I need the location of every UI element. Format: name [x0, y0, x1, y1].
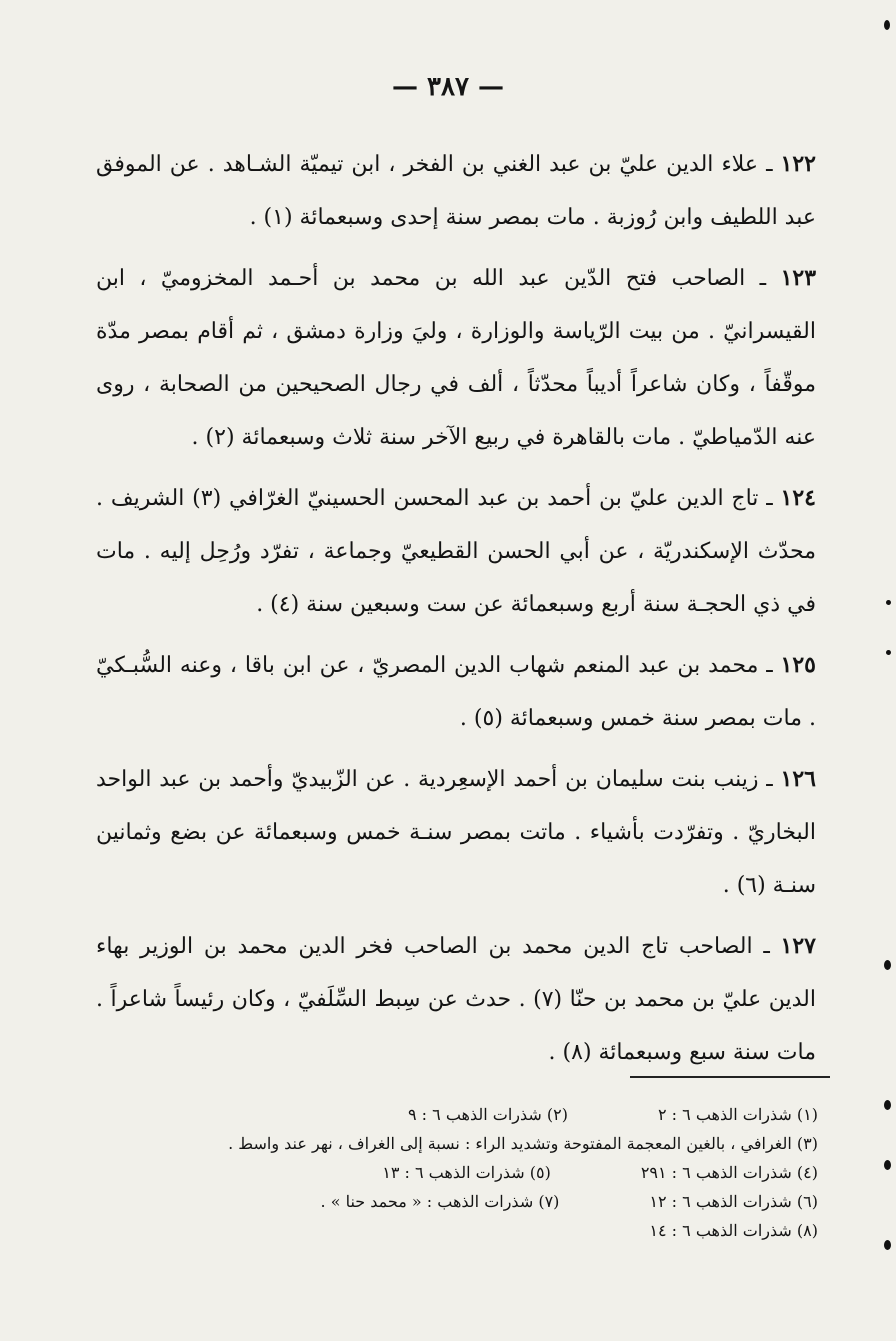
entry-number: ١٢٢ — [780, 151, 816, 177]
entry-text: ـ زينب بنت سليمان بن أحمد الإسعِردية . عن الزّبيديّ وأحمد بن عبد الواحد البخاريّ . وتفرّدت بأشياء . ماتت بمصر سنـة خمس وسبعمائة عن بضع وثمانين سنـة (٦) . — [96, 767, 816, 898]
entry-text: ـ الصاحب فتح الدّين عبد الله بن محمد بن أحـمد المخزوميّ ، ابن القيسرانيّ . من بيت الرّياسة والوزارة ، وليَ وزارة دمشق ، ثم أقام بمصر مدّة موقّفاً ، وكان شاعراً أديباً محدّثاً ، ألف في رجال الصحيحين من الصحابة ، روى عنه الدّمياطيّ . مات بالقاهرة في ربيع الآخر سنة ثلاث وسبعمائة (٢) . — [96, 266, 816, 450]
footnote-divider — [630, 1076, 830, 1078]
entry-126 — [96, 753, 816, 912]
footnote-7: (٧) شذرات الذهب : « محمد حنا » . — [320, 1192, 560, 1211]
scan-speck — [886, 650, 891, 655]
entry-122 — [96, 138, 816, 244]
scan-speck — [884, 1160, 891, 1170]
footnotes — [170, 1100, 818, 1245]
footnote-5: (٥) شذرات الذهب ٦ : ١٣ — [382, 1163, 551, 1182]
entry-number: ١٢٧ — [780, 933, 816, 959]
footnote-row — [170, 1187, 818, 1216]
footnote-4: (٤) شذرات الذهب ٦ : ٢٩١ — [640, 1163, 818, 1182]
scan-speck — [884, 1100, 891, 1110]
entry-125 — [96, 639, 816, 745]
biography-entries — [96, 138, 816, 1087]
scan-speck — [884, 20, 890, 30]
entry-text: ـ علاء الدين عليّ بن عبد الغني بن الفخر ، ابن تيميّة الشـاهد . عن الموفق عبد اللطيف وابن رُوزبة . مات بمصر سنة إحدى وسبعمائة (١) . — [96, 152, 816, 230]
entry-number: ١٢٣ — [780, 265, 817, 291]
footnote-row — [170, 1216, 818, 1245]
entry-127 — [96, 920, 816, 1079]
entry-number: ١٢٥ — [780, 652, 816, 678]
entry-text: ـ تاج الدين عليّ بن أحمد بن عبد المحسن الحسينيّ الغرّافي (٣) الشريف . محدّث الإسكندريّة ، عن أبي الحسن القطيعيّ وجماعة ، تفرّد ورُحِل إليه . مات في ذي الحجـة سنة أربع وسبعمائة عن ست وسبعين سنة (٤) . — [96, 486, 816, 617]
scan-speck — [886, 600, 891, 605]
footnote-1: (١) شذرات الذهب ٦ : ٢ — [658, 1105, 818, 1124]
entry-124 — [96, 472, 816, 631]
entry-123 — [96, 252, 816, 464]
footnote-2: (٢) شذرات الذهب ٦ : ٩ — [408, 1105, 568, 1124]
entry-number: ١٢٤ — [780, 485, 816, 511]
scan-speck — [884, 960, 891, 970]
scan-speck — [884, 1240, 891, 1250]
footnote-8: (٨) شذرات الذهب ٦ : ١٤ — [649, 1221, 818, 1240]
footnote-row — [170, 1100, 818, 1129]
entry-text: ـ محمد بن عبد المنعم شهاب الدين المصريّ ، عن ابن باقا ، وعنه السُّبـكيّ . مات بمصر سنة خمس وسبعمائة (٥) . — [96, 653, 816, 731]
footnote-row — [170, 1129, 818, 1158]
entry-text: ـ الصاحب تاج الدين محمد بن الصاحب فخر الدين محمد بن الوزير بهاء الدين عليّ بن محمد بن حنّا (٧) . حدث عن سِبط السِّلَفيّ ، وكان رئيساً شاعراً . مات سنة سبع وسبعمائة (٨) . — [96, 934, 816, 1065]
footnote-row — [170, 1158, 818, 1187]
entry-number: ١٢٦ — [780, 766, 816, 792]
footnote-3: (٣) الغرافي ، بالغين المعجمة المفتوحة وتشديد الراء : نسبة إلى الغراف ، نهر عند واسط . — [228, 1134, 818, 1153]
page-number: — ٣٨٧ — — [391, 72, 505, 102]
footnote-6: (٦) شذرات الذهب ٦ : ١٢ — [649, 1192, 818, 1211]
